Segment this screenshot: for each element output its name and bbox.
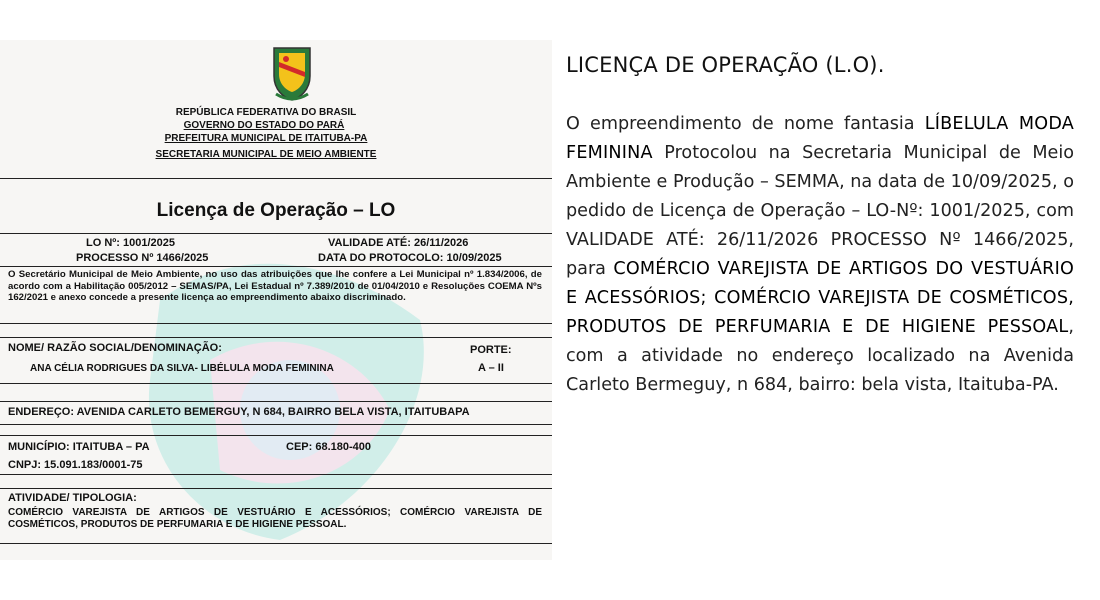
document-title: Licença de Operação – LO [156, 200, 396, 221]
name-value: ANA CÉLIA RODRIGUES DA SILVA- LIBÉLULA MODA FEMININA [30, 363, 334, 374]
panel-title: LICENÇA DE OPERAÇÃO (L.O). [566, 53, 885, 77]
panel-body [566, 110, 1074, 400]
process-number: PROCESSO Nº 1466/2025 [76, 252, 209, 264]
business-name: LÍBELULA MODA FEMININA [566, 114, 1074, 163]
municipal-crest-icon [270, 46, 314, 102]
divider [0, 474, 552, 475]
validity-date: VALIDADE ATÉ: 26/11/2026 [328, 237, 469, 249]
activity-label: ATIVIDADE/ TIPOLOGIA: [8, 492, 137, 504]
activity-description: COMÉRCIO VAREJISTA DE ARTIGOS DO VESTUÁRIO E ACESSÓRIOS; COMÉRCIO VAREJISTA DE COSMÉTICOS, PRODUTOS DE PERFUMARIA E DE HIGIENE PESSOAL [566, 259, 1074, 337]
body-text-2: Protocolou na Secretaria Municipal de Meio Ambiente e Produção – SEMMA, na data de 10/09/2025, o pedido de Licença de Operação – LO-Nº: 1001/2025, com VALIDADE ATÉ: 26/11/2026 PROCESSO Nº 1466/2025, para [566, 143, 1074, 279]
body-text-1: O empreendimento de nome fantasia [566, 114, 925, 134]
header-governo: GOVERNO DO ESTADO DO PARÁ [183, 120, 345, 131]
cnpj: CNPJ: 15.091.183/0001-75 [8, 459, 143, 471]
divider [0, 488, 552, 489]
header-prefeitura: PREFEITURA MUNICIPAL DE ITAITUBA-PA [164, 133, 368, 144]
address: ENDEREÇO: AVENIDA CARLETO BEMERGUY, N 684, BAIRRO BELA VISTA, ITAITUBAPA [8, 406, 470, 418]
activity-value: COMÉRCIO VAREJISTA DE ARTIGOS DE VESTUÁRIO E ACESSÓRIOS; COMÉRCIO VAREJISTA DE COSMÉTICOS, PRODUTOS DE PERFUMARIA E DE HIGIENE PESSOAL. [8, 507, 542, 530]
divider [0, 266, 552, 267]
porte-label: PORTE: [470, 344, 512, 356]
protocol-date: DATA DO PROTOCOLO: 10/09/2025 [318, 252, 502, 264]
divider [0, 435, 552, 436]
preamble-text: O Secretário Municipal de Meio Ambiente, no uso das atribuições que lhe confere a Lei Municipal nº 1.834/2006, de acordo com a Habilitação 005/2012 – SEMAS/PA, Lei Estadual nº 7.389/2010 de 01/04/2010 e Resoluções COEMA Nºs 162/2021 e anexo concede a presente licença ao empreendimento abaixo discriminado. [8, 269, 542, 303]
cep: CEP: 68.180-400 [286, 441, 371, 453]
porte-value: A – II [478, 362, 504, 374]
header-republica: REPÚBLICA FEDERATIVA DO BRASIL [175, 107, 357, 118]
header-secretaria: SECRETARIA MUNICIPAL DE MEIO AMBIENTE [155, 149, 377, 160]
municipality: MUNICÍPIO: ITAITUBA – PA [8, 441, 150, 453]
name-label: NOME/ RAZÃO SOCIAL/DENOMINAÇÃO: [8, 342, 222, 354]
license-document-scan [0, 40, 552, 560]
divider [0, 323, 552, 324]
lo-number: LO Nº: 1001/2025 [86, 237, 176, 249]
divider [0, 178, 552, 179]
divider [0, 233, 552, 234]
divider [0, 543, 552, 544]
body-text-3: , com a atividade no endereço localizado na Avenida Carleto Bermeguy, n 684, bairro: bela vista, Itaituba-PA. [566, 317, 1074, 395]
